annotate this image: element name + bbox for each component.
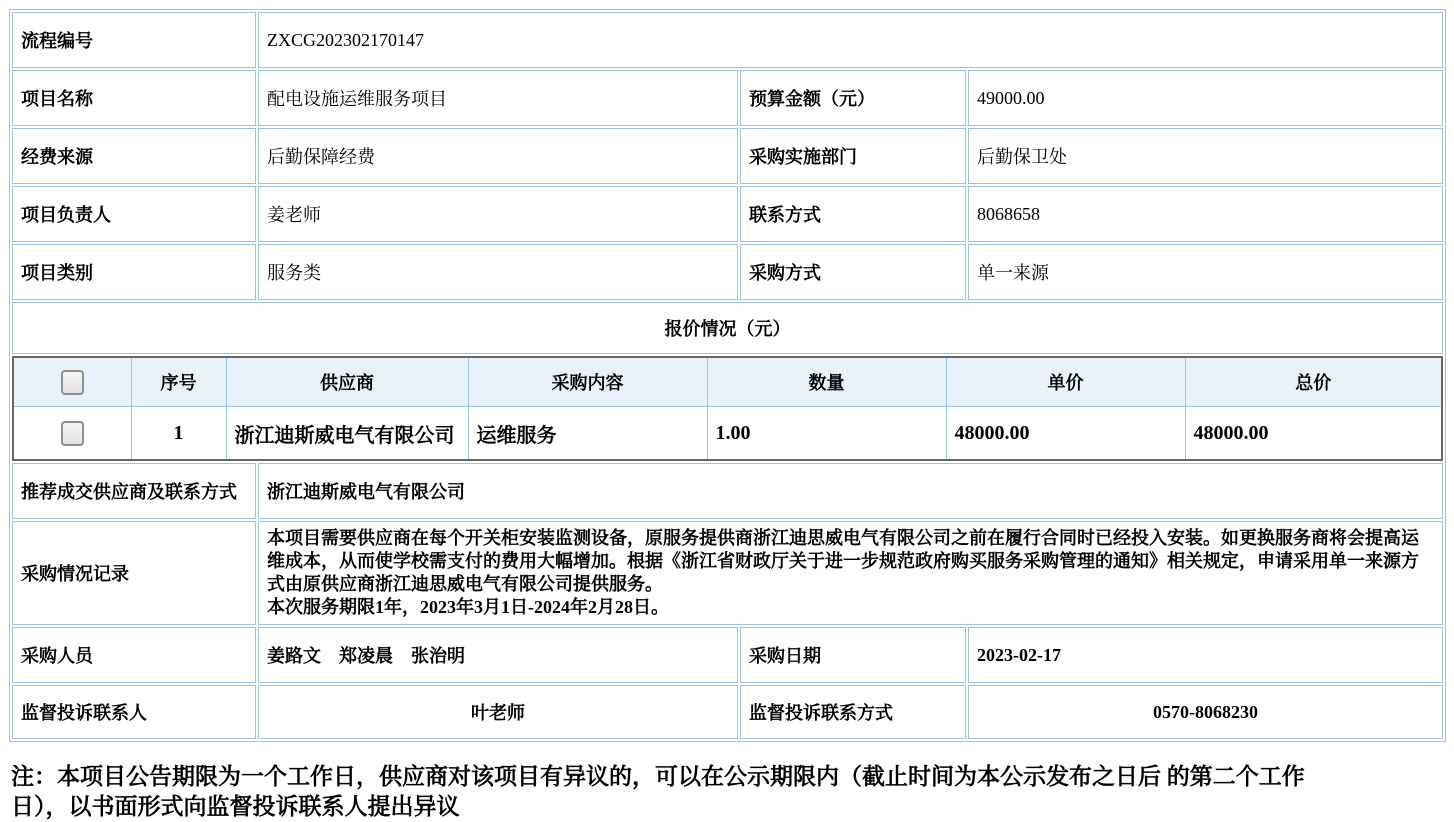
project-category-label: 项目类别	[12, 244, 256, 300]
select-all-checkbox[interactable]	[61, 370, 84, 395]
note-line-1: 注：本项目公告期限为一个工作日，供应商对该项目有异议的，可以在公示期限内（截止时间为本公示发布之日后 的第二个工作	[11, 764, 1305, 789]
note-line-2: 日），以书面形式向监督投诉联系人提出异议	[11, 794, 460, 819]
date-value: 2023-02-17	[968, 627, 1443, 683]
table-row	[12, 685, 1443, 739]
announcement-note	[11, 762, 1415, 822]
budget-label: 预算金额（元）	[740, 70, 966, 126]
table-row	[12, 186, 1443, 242]
record-paragraph-1: 本项目需要供应商在每个开关柜安装监测设备，原服务提供商浙江迪思威电气有限公司之前在履行合同时已经投入安装。如更换服务商将会提高运维成本，从而使学校需支付的费用大幅增加。根据《浙江省财政厅关于进一步规范政府购买服务采购管理的通知》相关规定，申请采用单一来源方式由原供应商浙江迪思威电气有限公司提供服务。	[267, 528, 1419, 594]
budget-value: 49000.00	[968, 70, 1443, 126]
quote-header-row	[13, 357, 1442, 407]
quote-unit-price: 48000.00	[946, 407, 1185, 461]
recommended-supplier-value: 浙江迪斯威电气有限公司	[258, 463, 1443, 519]
col-header-supplier: 供应商	[226, 357, 468, 407]
col-header-no: 序号	[131, 357, 226, 407]
procurement-announcement-page	[9, 9, 1446, 822]
recommended-supplier-label: 推荐成交供应商及联系方式	[12, 463, 256, 519]
col-header-unit-price: 单价	[946, 357, 1185, 407]
col-header-quantity: 数量	[707, 357, 946, 407]
quote-section-title-row	[12, 302, 1443, 354]
table-row	[12, 463, 1443, 519]
table-row	[12, 70, 1443, 126]
department-value: 后勤保卫处	[968, 128, 1443, 184]
project-name-value: 配电设施运维服务项目	[258, 70, 738, 126]
staff-value: 姜路文 郑凌晨 张治明	[258, 627, 738, 683]
supervisor-phone-label: 监督投诉联系方式	[740, 685, 966, 739]
contact-value: 8068658	[968, 186, 1443, 242]
quote-table	[12, 356, 1443, 461]
quote-supplier: 浙江迪斯威电气有限公司	[226, 407, 468, 461]
staff-label: 采购人员	[12, 627, 256, 683]
quote-section-title: 报价情况（元）	[12, 302, 1443, 354]
quote-no: 1	[131, 407, 226, 461]
quote-total-price: 48000.00	[1185, 407, 1442, 461]
table-row	[12, 521, 1443, 625]
row-checkbox[interactable]	[61, 421, 84, 446]
contact-label: 联系方式	[740, 186, 966, 242]
table-row	[12, 12, 1443, 68]
procurement-info-table	[9, 9, 1446, 742]
project-leader-value: 姜老师	[258, 186, 738, 242]
table-row	[12, 244, 1443, 300]
fund-source-label: 经费来源	[12, 128, 256, 184]
project-name-label: 项目名称	[12, 70, 256, 126]
table-row	[12, 128, 1443, 184]
record-label: 采购情况记录	[12, 521, 256, 625]
record-paragraph-2: 本次服务期限1年，2023年3月1日-2024年2月28日。	[267, 597, 669, 617]
quote-data-row	[13, 407, 1442, 461]
process-number-value: ZXCG202302170147	[258, 12, 1443, 68]
process-number-label: 流程编号	[12, 12, 256, 68]
quote-content: 运维服务	[468, 407, 707, 461]
select-all-cell	[13, 357, 131, 407]
col-header-content: 采购内容	[468, 357, 707, 407]
supervisor-value: 叶老师	[258, 685, 738, 739]
quote-table-row	[12, 356, 1443, 461]
row-select-cell	[13, 407, 131, 461]
quote-quantity: 1.00	[707, 407, 946, 461]
procurement-method-value: 单一来源	[968, 244, 1443, 300]
project-category-value: 服务类	[258, 244, 738, 300]
supervisor-phone-value: 0570-8068230	[968, 685, 1443, 739]
procurement-method-label: 采购方式	[740, 244, 966, 300]
record-value	[258, 521, 1443, 625]
supervisor-label: 监督投诉联系人	[12, 685, 256, 739]
department-label: 采购实施部门	[740, 128, 966, 184]
fund-source-value: 后勤保障经费	[258, 128, 738, 184]
table-row	[12, 627, 1443, 683]
date-label: 采购日期	[740, 627, 966, 683]
project-leader-label: 项目负责人	[12, 186, 256, 242]
col-header-total-price: 总价	[1185, 357, 1442, 407]
